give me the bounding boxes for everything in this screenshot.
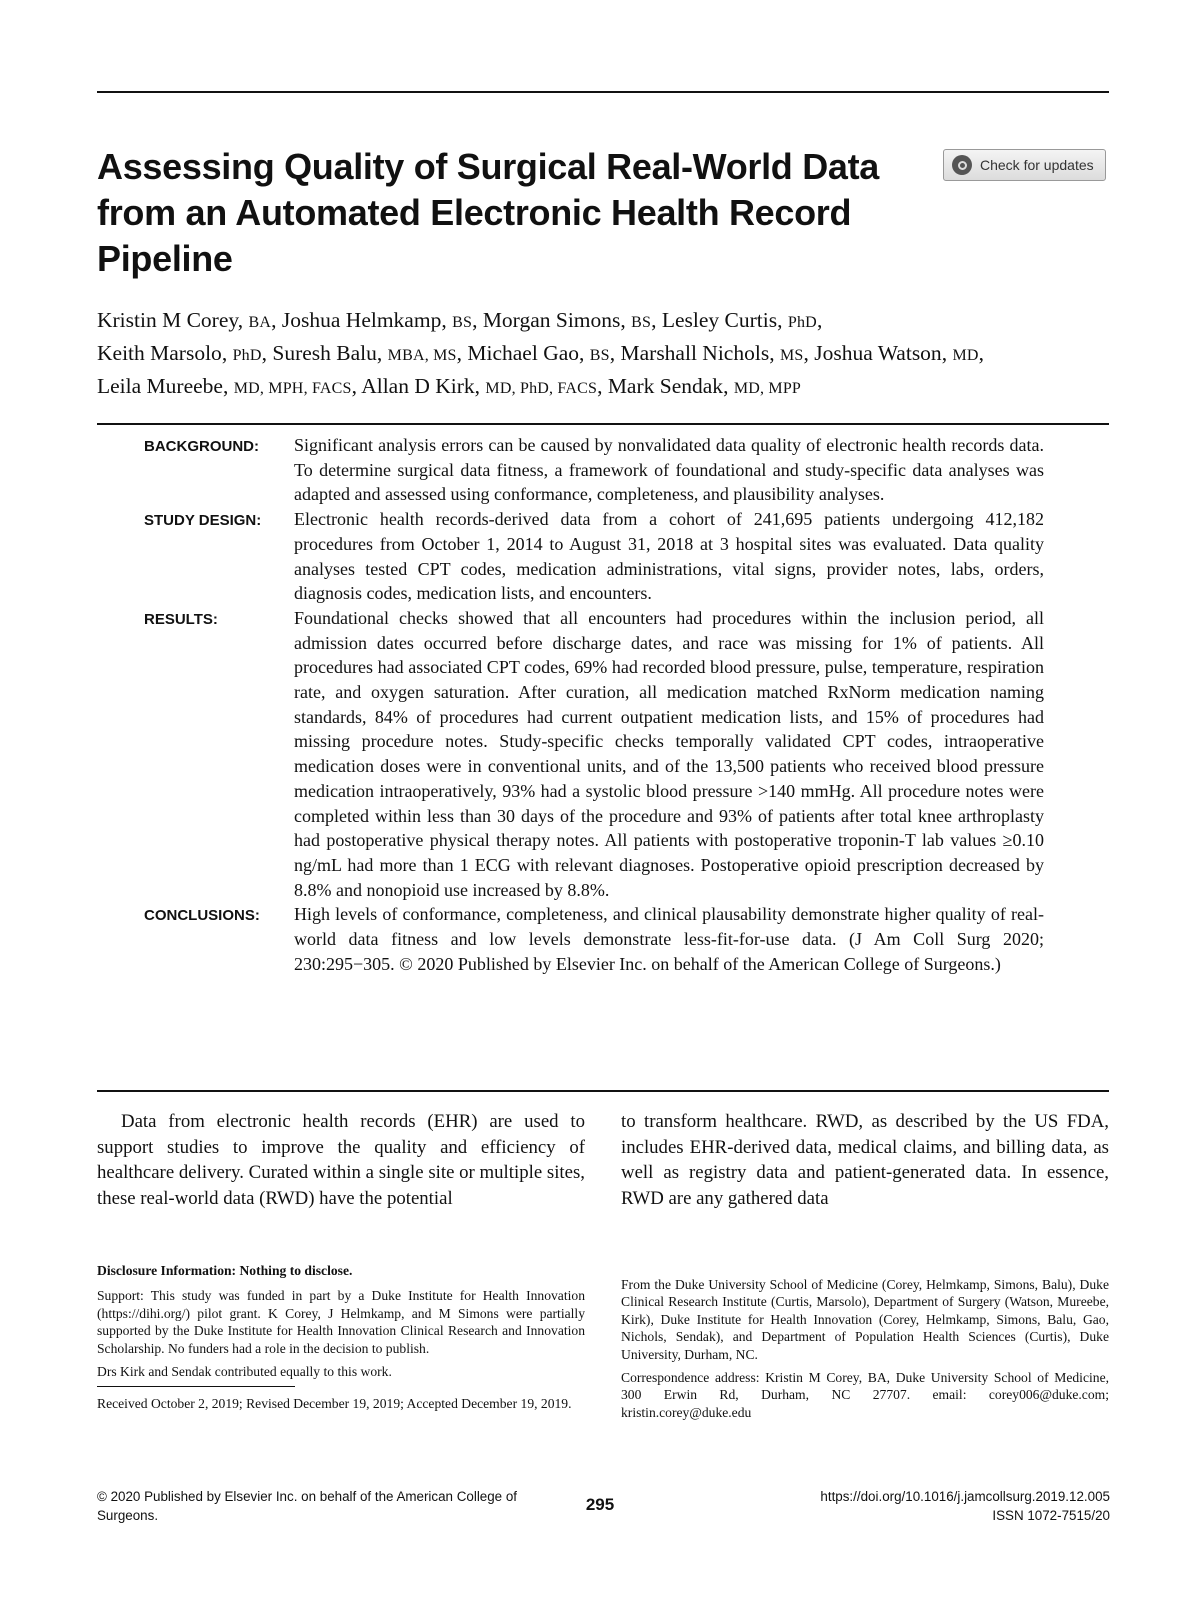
abstract-results	[144, 606, 1044, 902]
doi-link[interactable]: https://doi.org/10.1016/j.jamcollsurg.2019.12.005	[820, 1489, 1110, 1504]
author-degree: MD	[952, 347, 979, 364]
body-column-right: to transform healthcare. RWD, as described by the US FDA, includes EHR-derived data, medical claims, and billing data, as well as registry data and patient-generated data. In essence, RWD are any gathered data	[621, 1111, 1109, 1209]
author-name: Suresh Balu	[272, 341, 377, 365]
abstract-label: CONCLUSIONS:	[144, 907, 260, 925]
issn: ISSN 1072-7515/20	[992, 1508, 1110, 1523]
footnote-divider	[97, 1386, 295, 1387]
author-degree: MS	[779, 347, 804, 364]
author-list: Kristin M Corey, BA, Joshua Helmkamp, BS, Morgan Simons, BS, Lesley Curtis, PhD, Keith Marsolo, PhD, Suresh Balu, MBA, MS, Michael Gao, BS, Marshall Nichols, MS, Joshua Watson, MD, Leila Mureebe, MD, MPH, FACS, Allan D Kirk, MD, PhD, FACS, Mark Sendak, MD, MPP	[97, 308, 984, 398]
page-number: 295	[585, 1495, 615, 1514]
author-degree: BS	[452, 314, 473, 331]
footer-identifiers	[700, 1487, 1110, 1525]
article-title: Assessing Quality of Surgical Real-World Data from an Automated Electronic Health Record Pipeline	[97, 146, 880, 279]
footnotes-left	[97, 1262, 585, 1419]
disclosure-note: Disclosure Information: Nothing to disclose.	[97, 1263, 353, 1278]
top-rule	[97, 91, 1109, 93]
footer-copyright: © 2020 Published by Elsevier Inc. on behalf of the American College of Surgeons.	[97, 1489, 518, 1523]
abstract-study-design	[144, 507, 1044, 606]
support-note: Support: This study was funded in part by a Duke Institute for Health Innovation (https://dihi.org/) pilot grant. K Corey, J Helmkamp, and M Simons were partially supported by the Duke Institute for Health Innovation Clinical Research and Innovation Scholarship. No funders had a role in the decision to publish.	[97, 1288, 585, 1356]
author-degree: PhD	[232, 347, 262, 364]
author-degree: MD, MPH, FACS	[233, 380, 352, 397]
received-dates: Received October 2, 2019; Revised December 19, 2019; Accepted December 19, 2019.	[97, 1396, 572, 1412]
author-degree: PhD	[787, 314, 817, 331]
abstract-text: Foundational checks showed that all encounters had procedures within the inclusion period, all admission dates occurred before discharge dates, and race was missing for 1% of patients. All procedures had associated CPT codes, 69% had recorded blood pressure, pulse, temperature, respiration rate, and oxygen saturation. After curation, all medication matched RxNorm medication naming standards, 84% of procedures had current outpatient medication lists, and 15% of procedures had missing procedure notes. Study-specific checks temporally validated CPT codes, intraoperative medication doses were in conventional units, and of the 13,500 patients who received blood pressure medication intraoperatively, 93% had a systolic blood pressure >140 mmHg. All procedure notes were completed within less than 30 days of the procedure and 93% of patients after total knee arthroplasty had postoperative physical therapy notes. All patients with postoperative troponin-T lab values ≥0.10 ng/mL had more than 1 ECG with relevant diagnoses. Postoperative opioid prescription decreased by 8.8% and nonopioid use increased by 8.8%.	[294, 607, 1044, 900]
author-degree: BS	[631, 314, 652, 331]
abstract-text: Significant analysis errors can be caused by nonvalidated data quality of electronic health records data. To determine surgical data fitness, a framework of foundational and study-specific data analyses was adapted and assessed using conformance, completeness, and plausibility analyses.	[294, 435, 1044, 505]
abstract-background	[144, 433, 1044, 507]
author-name: Joshua Helmkamp	[281, 308, 442, 332]
abstract-conclusions	[144, 902, 1044, 976]
author-degree: MD, MPP	[733, 380, 802, 397]
body-column-left: Data from electronic health records (EHR) are used to support studies to improve the quality and efficiency of healthcare delivery. Curated within a single site or multiple sites, these real-world data (RWD) have the potential	[97, 1111, 585, 1209]
abstract-label: RESULTS:	[144, 610, 218, 628]
author-name: Marshall Nichols	[620, 341, 770, 365]
author-name: Michael Gao	[467, 341, 580, 365]
affiliation-note: From the Duke University School of Medicine (Corey, Helmkamp, Simons, Balu), Duke Clinical Research Institute (Curtis, Marsolo), Department of Surgery (Watson, Mureebe, Kirk), Duke Institute for Health Innovation (Corey, Helmkamp, Simons, Balu, Gao, Nichols, Sendak), and Department of Population Health Sciences (Curtis), Duke University, Durham, NC.	[621, 1277, 1109, 1362]
abstract-text: Electronic health records-derived data from a cohort of 241,695 patients undergoing 412,182 procedures from October 1, 2014 to August 31, 2018 at 3 hospital sites was evaluated. Data quality analyses tested CPT codes, medication administrations, vital signs, provider notes, labs, orders, diagnosis codes, medication lists, and encounters.	[294, 509, 1044, 604]
author-name: Mark Sendak	[607, 374, 724, 398]
author-degree: BS	[589, 347, 610, 364]
author-name: Allan D Kirk	[361, 374, 475, 398]
crossmark-icon	[952, 155, 972, 175]
abstract-label: BACKGROUND:	[144, 438, 259, 455]
author-name: Joshua Watson	[814, 341, 942, 365]
author-degree: MD, PhD, FACS	[485, 380, 598, 397]
author-name: Morgan Simons	[482, 308, 621, 332]
author-name: Leila Mureebe	[97, 374, 223, 398]
abstract-bottom-rule	[97, 1090, 1109, 1092]
abstract	[144, 433, 1044, 976]
author-name: Lesley Curtis	[661, 308, 778, 332]
correspondence-note: Correspondence address: Kristin M Corey, BA, Duke University School of Medicine, 300 Erwin Rd, Durham, NC 27707. email: corey006@duke.com; kristin.corey@duke.edu	[621, 1370, 1109, 1420]
author-name: Kristin M Corey	[97, 308, 238, 332]
author-degree: BA	[248, 314, 272, 331]
contribution-note: Drs Kirk and Sendak contributed equally to this work.	[97, 1364, 392, 1380]
check-for-updates-label: Check for updates	[980, 157, 1094, 173]
check-for-updates-button[interactable]	[943, 149, 1106, 181]
author-degree: MBA, MS	[387, 347, 457, 364]
author-name: Keith Marsolo	[97, 341, 222, 365]
abstract-label: STUDY DESIGN:	[144, 512, 262, 530]
abstract-text: High levels of conformance, completeness, and clinical plausability demonstrate higher quality of real-world data fitness and low levels demonstrate less-fit-for-use data. (J Am Coll Surg 2020; 230:295−305. © 2020 Published by Elsevier Inc. on behalf of the American College of Surgeons.)	[294, 904, 1044, 974]
abstract-top-rule	[97, 423, 1109, 425]
footnotes-right	[621, 1276, 1109, 1427]
